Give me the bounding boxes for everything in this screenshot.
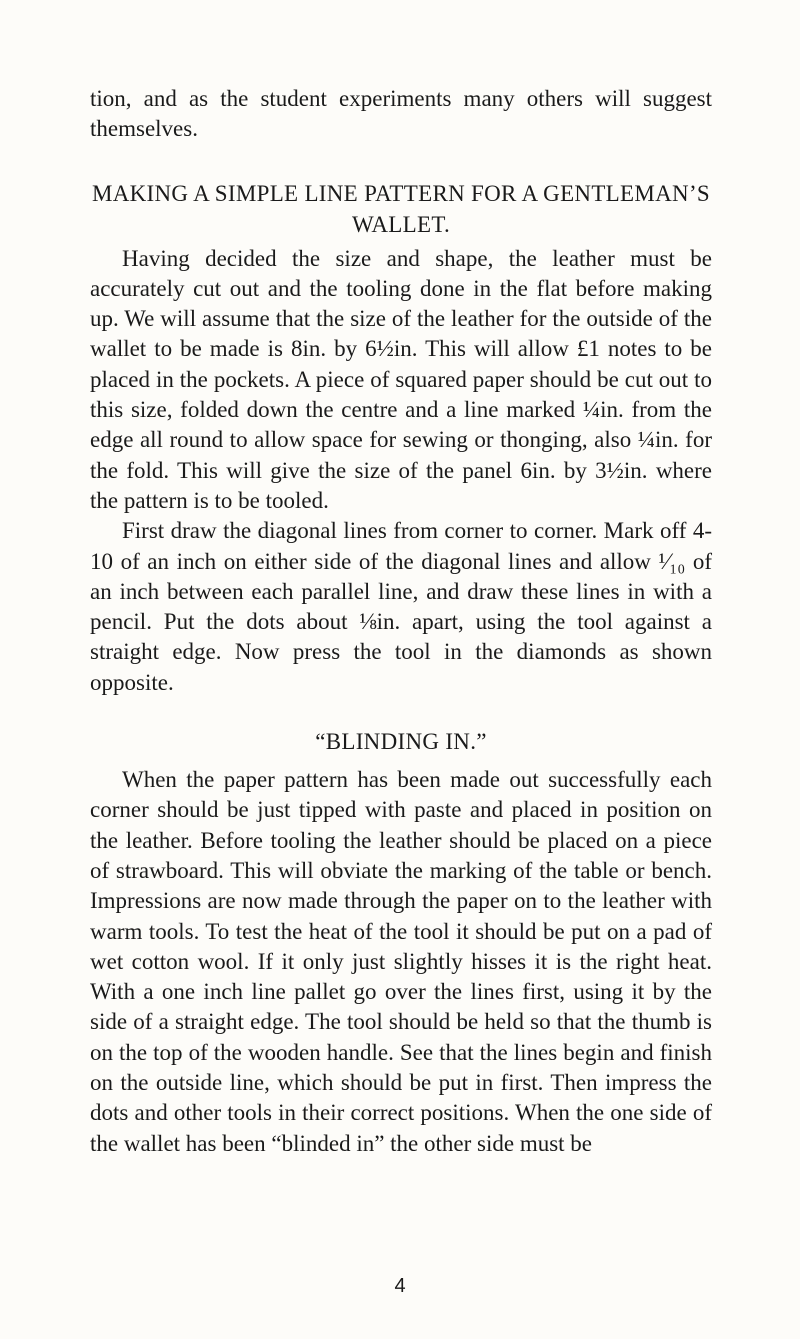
section-heading-wallet-pattern: MAKING A SIMPLE LINE PATTERN FOR A GENTLEMAN’S WALLET.: [91, 180, 711, 237]
paragraph-size-and-shape: Having decided the size and shape, the leather must be accurately cut out and the tooling done in the flat before making up. We will assume that the size of the leather for the outside of the wallet to be made is 8in. by 6½in. This will allow £1 notes to be placed in the pockets. A piece of squared paper should be cut out to this size, folded down the centre and a line marked ¼in. from the edge all round to allow space for sewing or thonging, also ¼in. for the fold. This will give the size of the panel 6in. by 3½in. where the pattern is to be tooled.: [90, 245, 712, 513]
section-heading-blinding-in: “BLINDING IN.”: [315, 729, 487, 755]
opening-paragraph: tion, and as the student experiments many others will suggest themselves.: [90, 86, 712, 142]
page-number: 4: [394, 1275, 406, 1297]
page-body: [90, 84, 712, 1159]
paragraph-blinding-in: When the paper pattern has been made out successfully each corner should be just tipped with paste and placed in position on the leather. Before tooling the leather should be placed on a piece of strawboard. This will obviate the marking of the table or bench. Impressions are now made through the paper on to the leather with warm tools. To test the heat of the tool it should be put on a pad of wet cotton wool. If it only just slightly hisses it is the right heat. With a one inch line pallet go over the lines first, using it by the side of a straight edge. The tool should be held so that the thumb is on the top of the wooden handle. See that the lines begin and finish on the outside line, which should be put in first. Then impress the dots and other tools in their correct positions. When the one side of the wallet has been “blinded in” the other side must be: [90, 767, 712, 1156]
paragraph-diagonal-lines: First draw the diagonal lines from corner to corner. Mark off 4-10 of an inch on either side of the diagonal lines and allow ¹⁄₁₀ of an inch between each parallel line, and draw these lines in with a pencil. Put the dots about ⅛in. apart, using the tool against a straight edge. Now press the tool in the diamonds as shown opposite.: [90, 518, 712, 695]
